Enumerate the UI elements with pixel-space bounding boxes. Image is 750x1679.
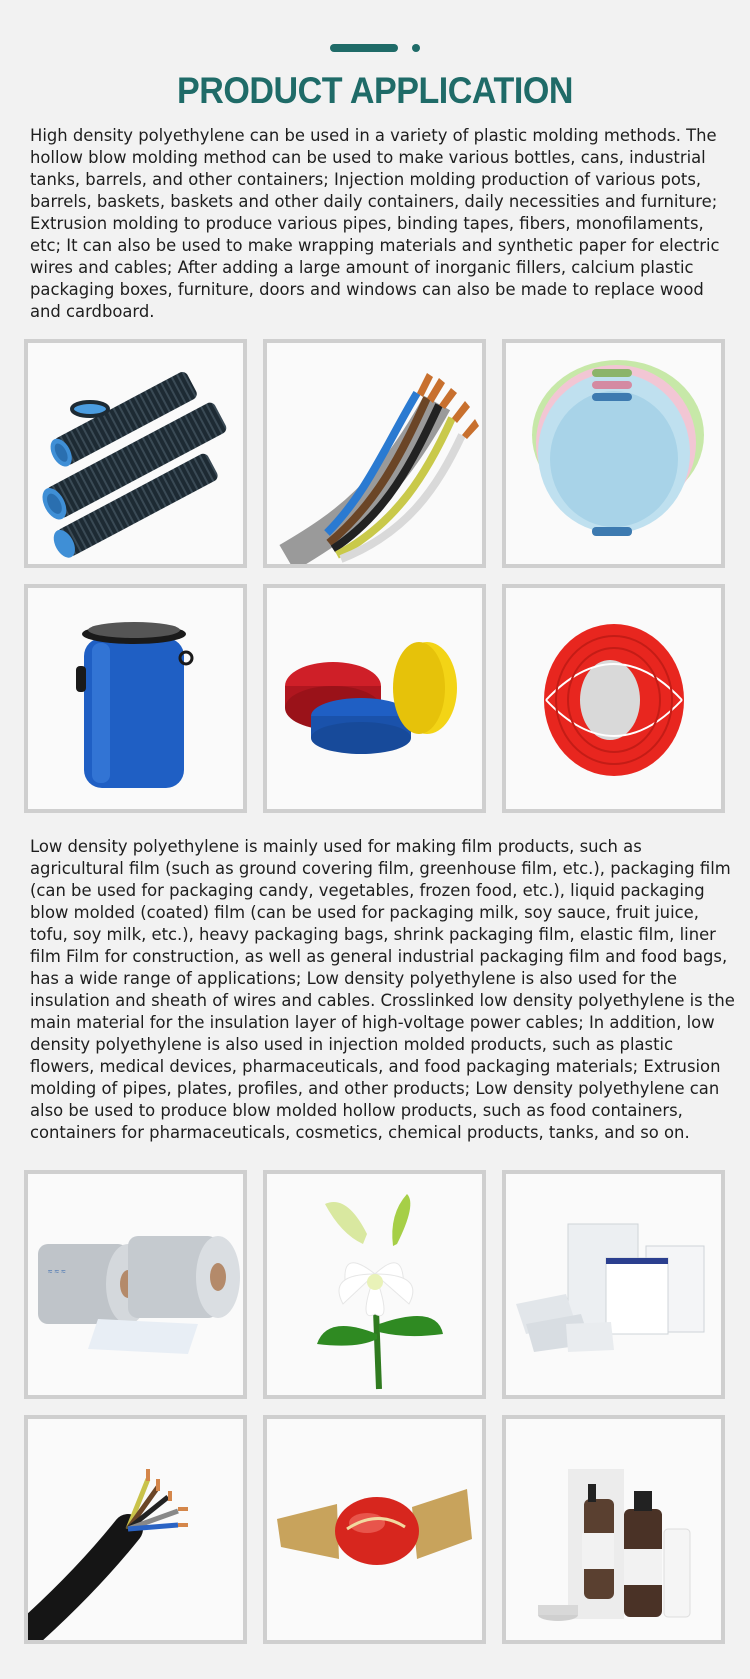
plastic-basins-photo (502, 339, 725, 568)
hdpe-image-grid (24, 339, 728, 813)
corrugated-pipes-photo (24, 339, 247, 568)
black-cable-photo (24, 1415, 247, 1644)
packaging-film-rolls-photo (24, 1170, 247, 1399)
white-packaging-bags-photo (502, 1170, 725, 1399)
ldpe-image-grid (24, 1170, 728, 1644)
cosmetic-bottles-photo (502, 1415, 725, 1644)
blue-barrel-photo (24, 584, 247, 813)
red-pipe-coil-photo (502, 584, 725, 813)
electric-wires-photo (263, 339, 486, 568)
candy-wrapper-photo (263, 1415, 486, 1644)
decoration-dot (412, 44, 420, 52)
decoration-bar (330, 44, 398, 52)
hdpe-description: High density polyethylene can be used in a variety of plastic molding methods. The hollow blow molding method can be used to make various bottles, cans, industrial tanks, barrels, and other containers; Injection molding production of various pots, barrels, baskets, baskets and other daily containers, daily necessities and furniture; Extrusion molding to produce various pipes, binding tapes, fibers, monofilaments, etc; It can also be used to make wrapping materials and synthetic paper for electric wires and cables; After adding a large amount of inorganic fillers, calcium plastic packaging boxes, furniture, doors and windows can also be made to replace wood and cardboard. (30, 126, 720, 321)
plastic-lily-flower-photo (263, 1170, 486, 1399)
bottle-caps-photo (263, 584, 486, 813)
ldpe-description: Low density polyethylene is mainly used for making film products, such as agricultural film (such as ground covering film, greenhouse film, etc.), packaging film (can be used for packaging candy, vegetables, frozen food, etc.), liquid packaging blow molded (coated) film (can be used for packaging milk, soy sauce, fruit juice, tofu, soy milk, etc.), heavy packaging bags, shrink packaging film, elastic film, liner film Film for construction, as well as general industrial packaging film and food bags, has a wide range of applications; Low density polyethylene is also used for the insulation and sheath of wires and cables. Crosslinked low density polyethylene is the main material for the insulation layer of high-voltage power cables; In addition, low density polyethylene is also used in injection molded products, such as plastic flowers, medical devices, pharmaceuticals, and food packaging materials; Extrusion molding of pipes, plates, profiles, and other products; Low density polyethylene can also be used to produce blow molded hollow products, such as food containers, containers for pharmaceuticals, cosmetics, chemical products, tanks, and so on. (30, 837, 735, 1142)
page-title: PRODUCT APPLICATION (177, 70, 573, 111)
svg-text:≈ ≈ ≈: ≈ ≈ ≈ (48, 1267, 66, 1276)
